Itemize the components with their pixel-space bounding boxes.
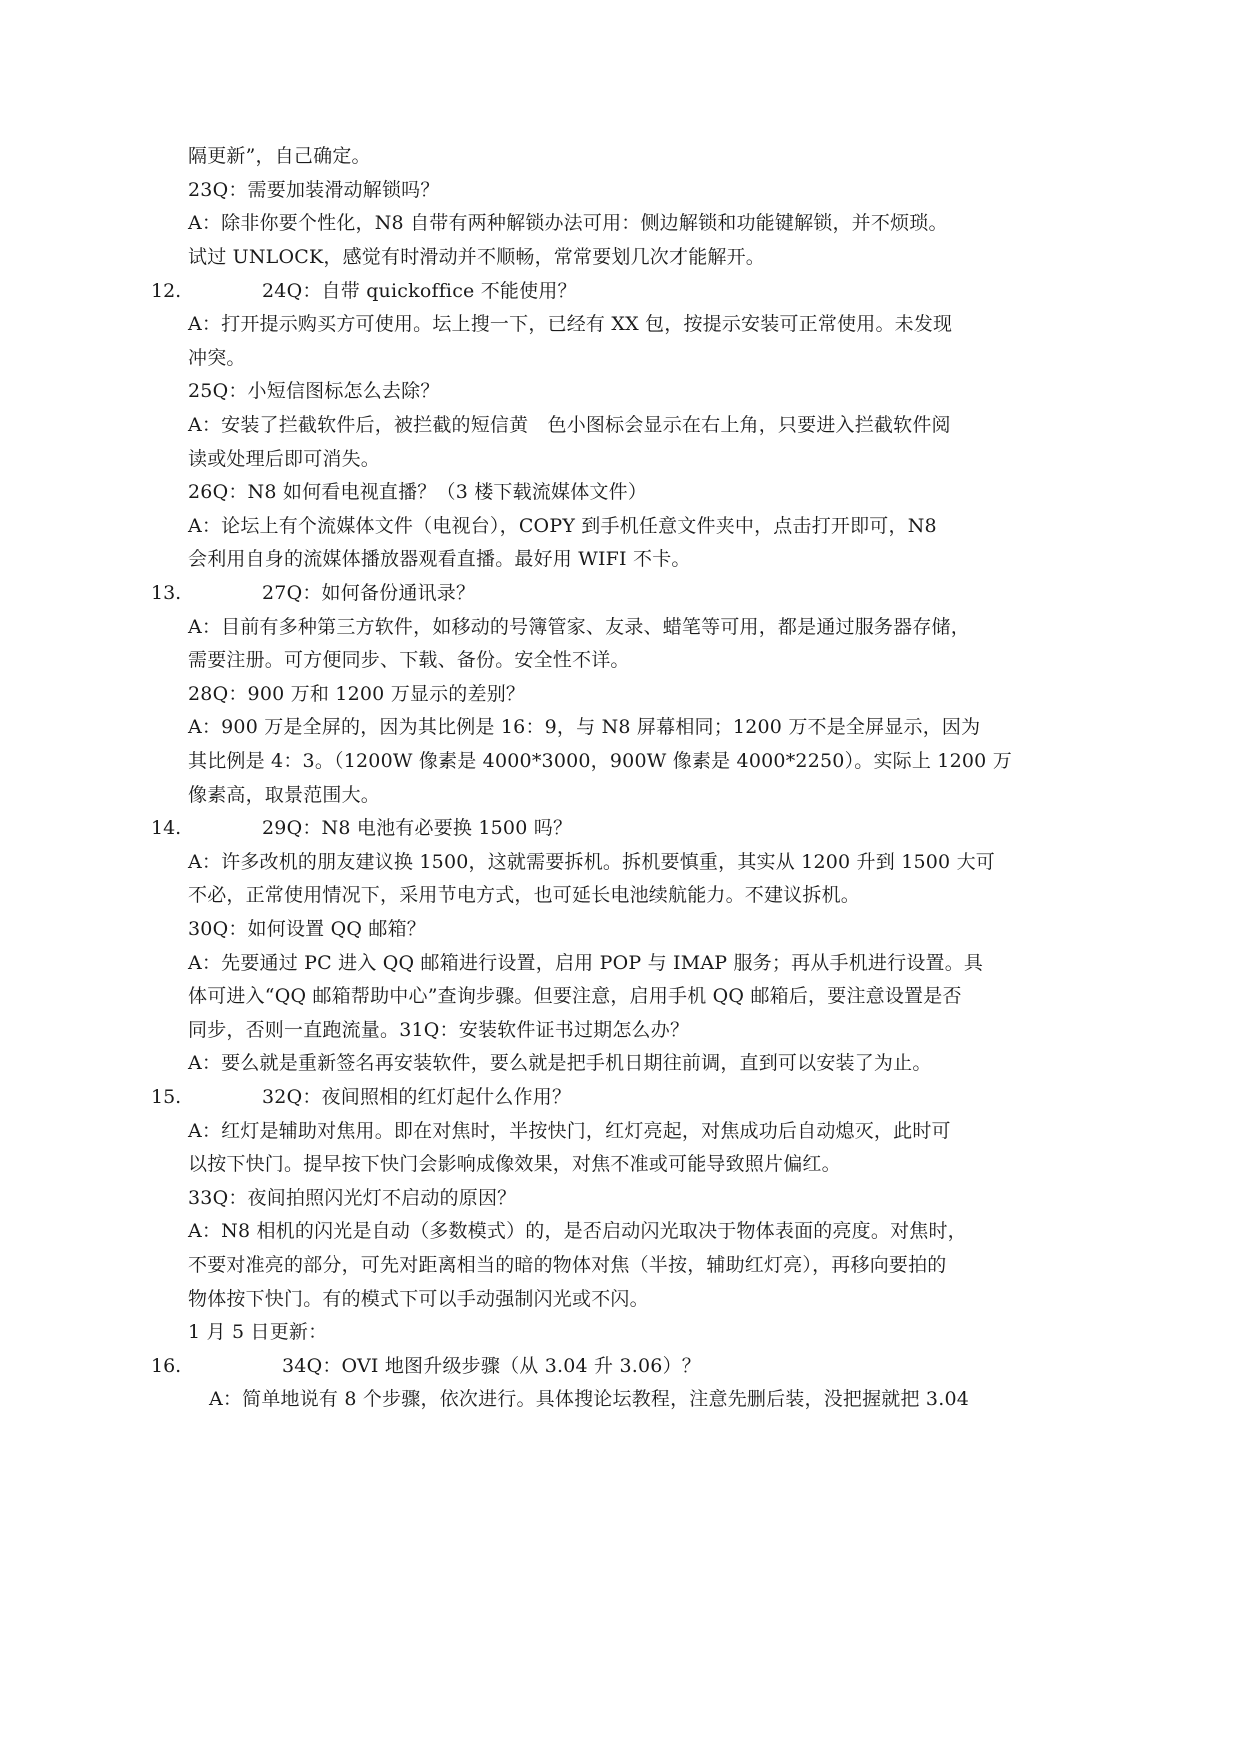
list-number: 16. [151,1355,182,1377]
list-number: 13. [151,582,182,604]
answer-line: A：目前有多种第三方软件，如移动的号簿管家、友录、蜡笔等可用，都是通过服务器存储， [188,616,970,638]
question-line: 32Q：夜间照相的红灯起什么作用？ [262,1086,572,1108]
question-line: 28Q：900 万和 1200 万显示的差别？ [188,683,526,705]
answer-line: A：简单地说有 8 个步骤，依次进行。具体搜论坛教程，注意先删后装，没把握就把 3.04 [209,1388,970,1410]
question-line: 25Q：小短信图标怎么去除？ [188,380,440,402]
list-number: 14. [151,817,182,839]
question-line: 23Q：需要加装滑动解锁吗？ [188,179,440,201]
text-line: 以按下快门。提早按下快门会影响成像效果，对焦不准或可能导致照片偏红。 [188,1153,841,1175]
text-line: 体可进入“QQ 邮箱帮助中心”查询步骤。但要注意，启用手机 QQ 邮箱后，要注意设置是否 [188,985,962,1007]
text-line: 读或处理后即可消失。 [188,448,381,470]
answer-line: A：先要通过 PC 进入 QQ 邮箱进行设置，启用 POP 与 IMAP 服务；再从手机进行设置。具 [188,952,984,974]
question-line: 34Q：OVI 地图升级步骤（从 3.04 升 3.06）？ [282,1355,701,1377]
question-line: 29Q：N8 电池有必要换 1500 吗？ [262,817,573,839]
answer-line: A：红灯是辅助对焦用。即在对焦时，半按快门，红灯亮起，对焦成功后自动熄灭，此时可 [188,1120,951,1142]
text-line: 会利用自身的流媒体播放器观看直播。最好用 WIFI 不卡。 [188,548,691,570]
text-line: 物体按下快门。有的模式下可以手动强制闪光或不闪。 [188,1288,649,1310]
text-line: 隔更新”，自己确定。 [188,145,371,167]
text-line: 同步，否则一直跑流量。31Q：安装软件证书过期怎么办？ [188,1019,690,1041]
list-number: 12. [151,280,182,302]
answer-line: A：要么就是重新签名再安装软件，要么就是把手机日期往前调，直到可以安装了为止。 [188,1052,932,1074]
answer-line: A：许多改机的朋友建议换 1500，这就需要拆机。拆机要慎重，其实从 1200 升到 1500 大可 [188,851,995,873]
list-number: 15. [151,1086,182,1108]
answer-line: A：打开提示购买方可使用。坛上搜一下，已经有 XX 包，按提示安装可正常使用。未发现 [188,313,953,335]
text-line: 不必，正常使用情况下，采用节电方式，也可延长电池续航能力。不建议拆机。 [188,884,861,906]
question-line: 27Q：如何备份通讯录？ [262,582,476,604]
answer-line: A：安装了拦截软件后，被拦截的短信黄 色小图标会显示在右上角，只要进入拦截软件阅 [188,414,951,436]
answer-line: A：论坛上有个流媒体文件（电视台），COPY 到手机任意文件夹中，点击打开即可，N8 [188,515,937,537]
text-line: 试过 UNLOCK，感觉有时滑动并不顺畅，常常要划几次才能解开。 [188,246,766,268]
answer-line: A：N8 相机的闪光是自动（多数模式）的，是否启动闪光取决于物体表面的亮度。对焦时， [188,1220,967,1242]
question-line: 30Q：如何设置 QQ 邮箱？ [188,918,426,940]
text-line: 需要注册。可方便同步、下载、备份。安全性不详。 [188,649,630,671]
question-line: 24Q：自带 quickoffice 不能使用？ [262,280,577,302]
answer-line: A：900 万是全屏的，因为其比例是 16：9，与 N8 屏幕相同；1200 万不是全屏显示，因为 [188,716,981,738]
answer-line: A：除非你要个性化，N8 自带有两种解锁办法可用：侧边解锁和功能键解锁，并不烦琐。 [188,212,948,234]
text-line: 不要对准亮的部分，可先对距离相当的暗的物体对焦（半按，辅助红灯亮），再移向要拍的 [188,1254,947,1276]
question-line: 26Q：N8 如何看电视直播？（3 楼下载流媒体文件） [188,481,648,503]
update-date-line: 1 月 5 日更新： [188,1321,328,1343]
text-line: 冲突。 [188,347,246,369]
text-line: 其比例是 4：3。（1200W 像素是 4000*3000，900W 像素是 4000*2250）。实际上 1200 万 [188,750,1012,772]
question-line: 33Q：夜间拍照闪光灯不启动的原因？ [188,1187,517,1209]
text-line: 像素高，取景范围大。 [188,784,381,806]
